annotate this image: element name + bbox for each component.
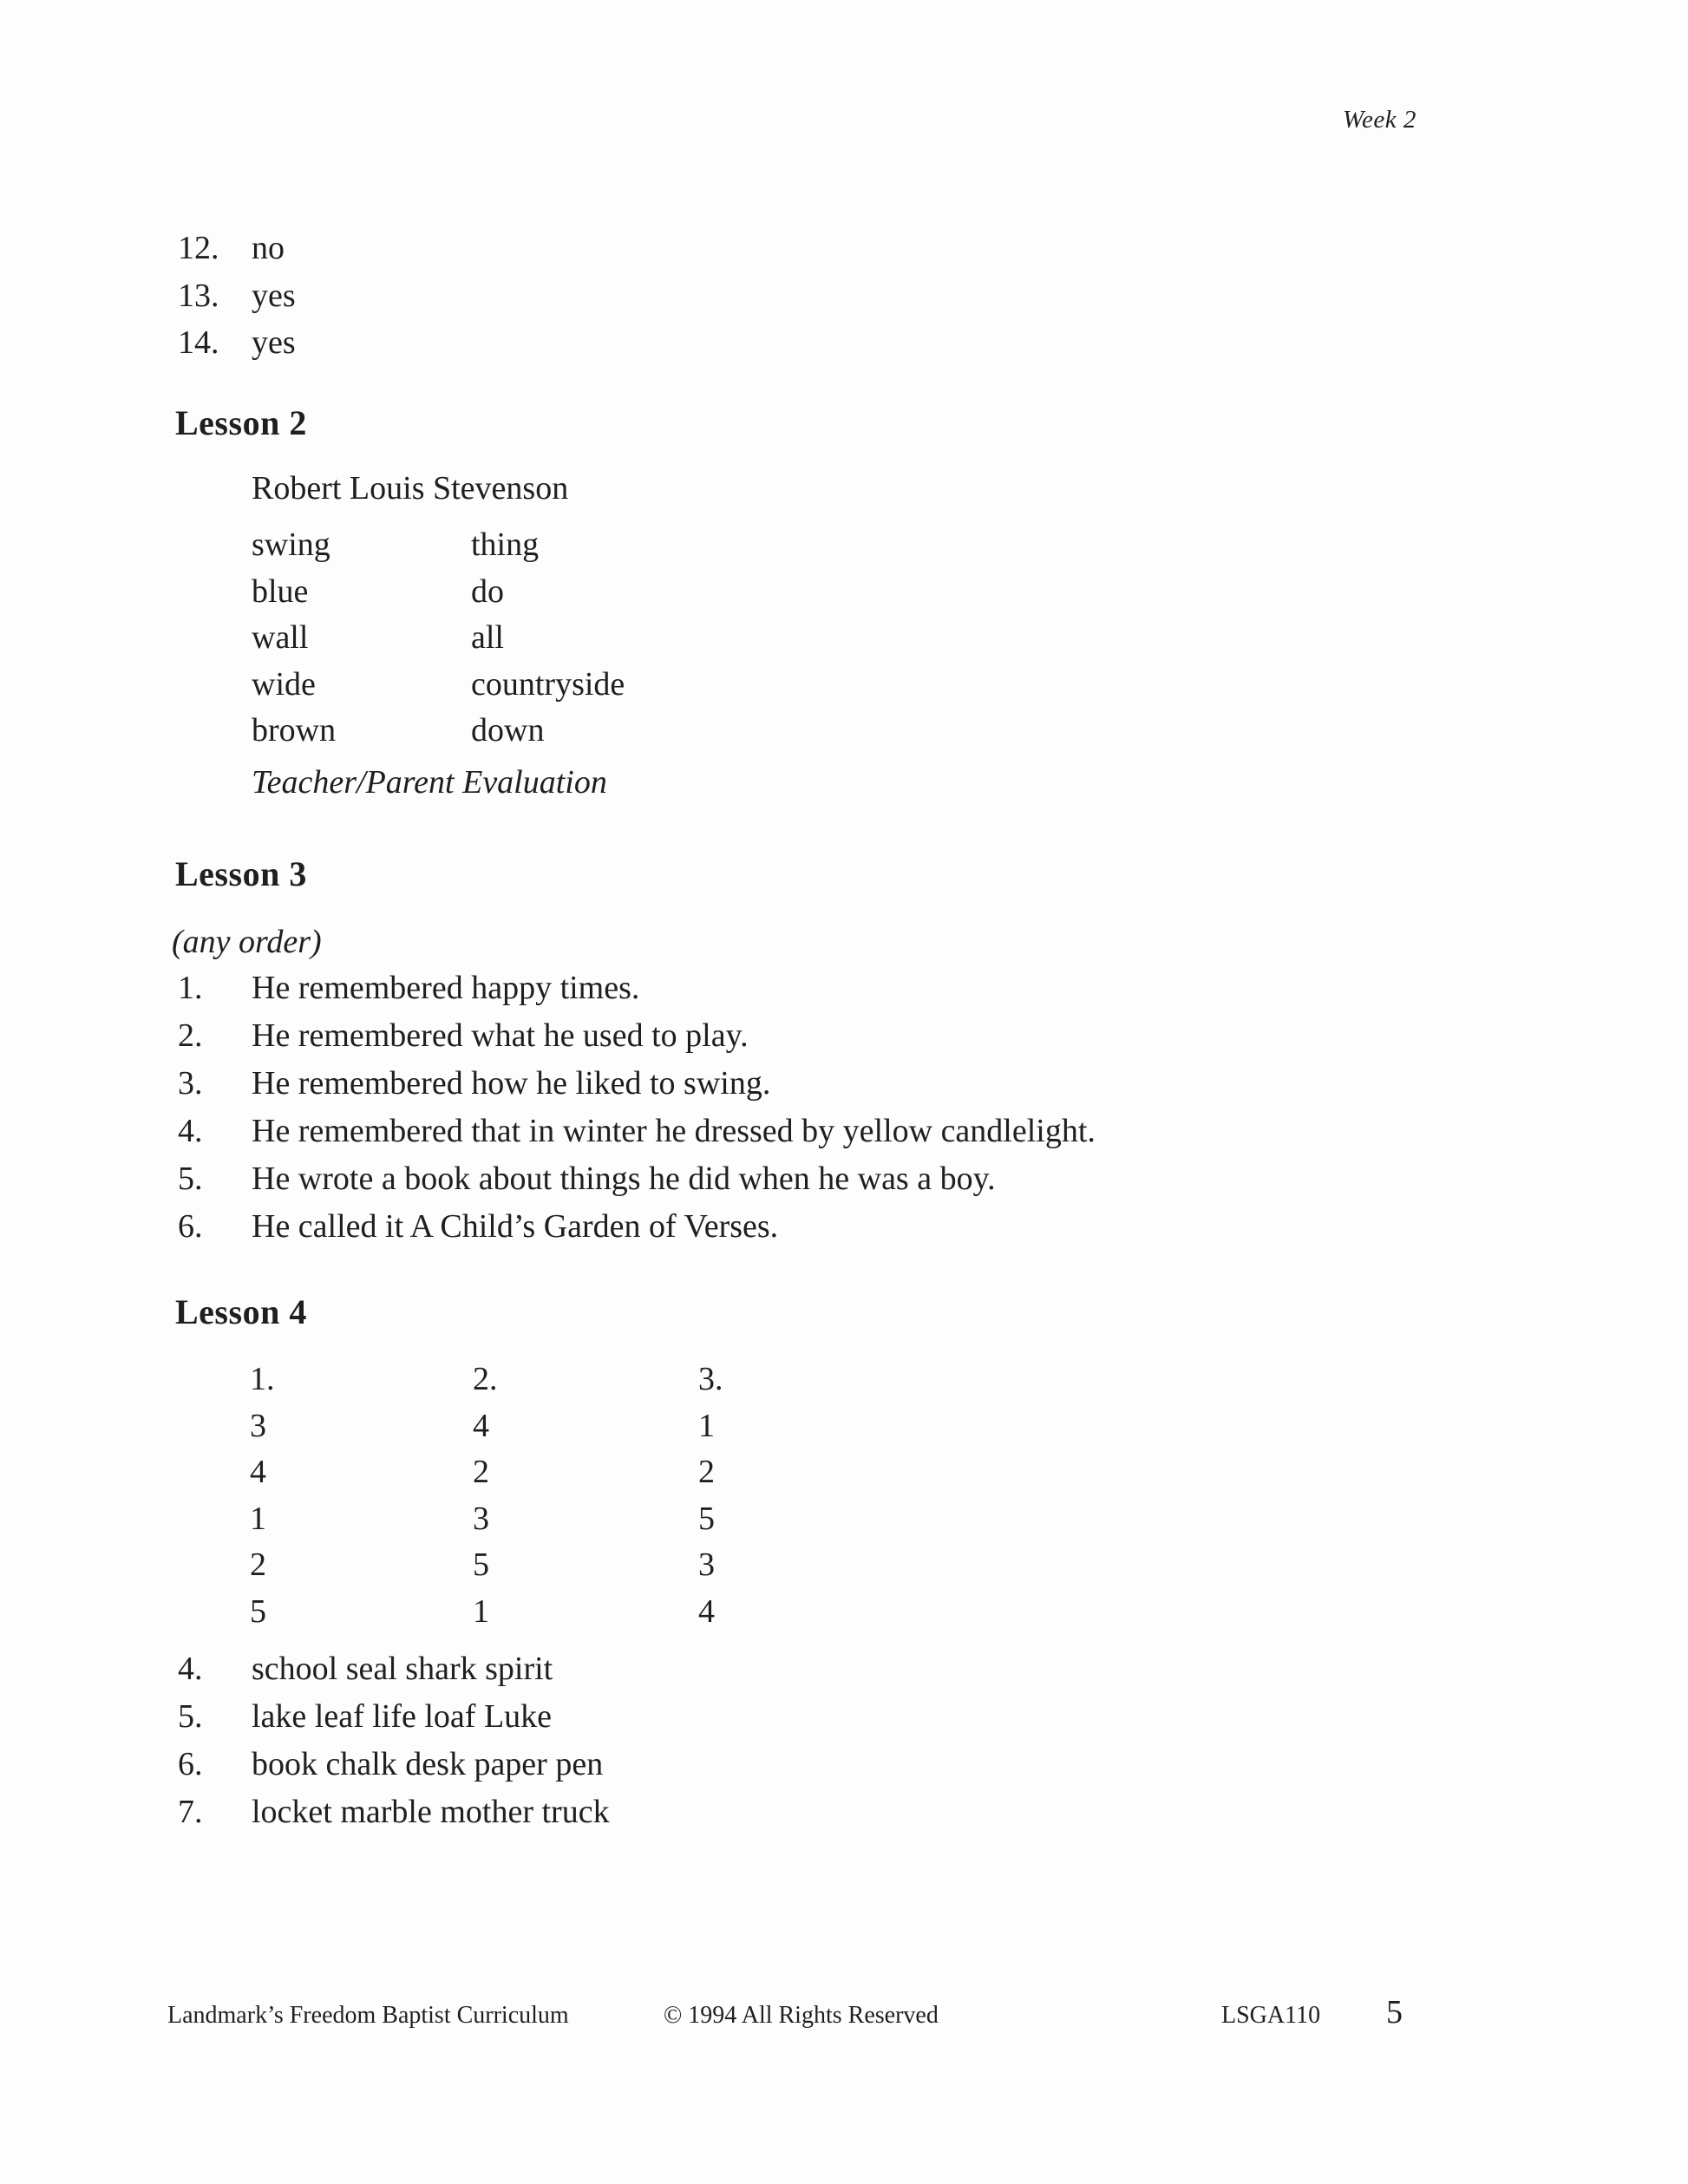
list-item [178, 1060, 1096, 1108]
word-right: down [471, 712, 545, 749]
grid-row [250, 1449, 802, 1496]
grid-cell: 2 [473, 1454, 489, 1491]
list-item [178, 1012, 1096, 1060]
item-number: 4. [178, 1113, 203, 1149]
item-number: 5. [178, 1161, 203, 1197]
word-right: all [471, 619, 504, 657]
grid-cell: 3 [250, 1407, 266, 1444]
list-item [178, 1693, 610, 1741]
item-text: school seal shark spirit [252, 1651, 553, 1687]
lesson4-heading: Lesson 4 [175, 1292, 307, 1331]
list-item [178, 319, 296, 367]
word-left: blue [252, 572, 309, 610]
item-number: 1. [178, 970, 203, 1006]
grid-cell: 4 [698, 1592, 715, 1630]
word-right: thing [471, 526, 540, 563]
lesson2-word-pairs [252, 522, 625, 755]
word-right: do [471, 572, 504, 610]
item-text: He remembered that in winter he dressed by yellow candlelight. [252, 1113, 1096, 1149]
lesson2-heading: Lesson 2 [175, 403, 307, 442]
grid-cell: 4 [473, 1407, 489, 1444]
list-item [178, 1108, 1096, 1155]
item-text: locket marble mother truck [252, 1794, 610, 1830]
grid-cell: 1 [250, 1500, 266, 1537]
word-pair-row [252, 569, 625, 616]
item-text: He wrote a book about things he did when he was a boy. [252, 1161, 996, 1197]
word-left: wall [252, 619, 309, 657]
list-item [178, 272, 296, 320]
grid-cell: 1 [473, 1592, 489, 1630]
teacher-parent-evaluation: Teacher/Parent Evaluation [252, 764, 607, 801]
item-number: 3. [178, 1065, 203, 1102]
week-label: Week 2 [1343, 106, 1416, 134]
item-number: 12. [178, 230, 219, 266]
item-number: 4. [178, 1651, 203, 1687]
item-text: He called it A Child’s Garden of Verses. [252, 1208, 779, 1245]
item-number: 2. [178, 1017, 203, 1054]
grid-cell: 5 [250, 1592, 266, 1630]
list-item [178, 1788, 610, 1836]
grid-cell: 2 [698, 1454, 715, 1491]
word-pair-row [252, 708, 625, 755]
grid-cell: 3 [473, 1500, 489, 1537]
item-number: 7. [178, 1794, 203, 1830]
footer-publisher: Landmark’s Freedom Baptist Curriculum [167, 2002, 569, 2029]
item-text: lake leaf life loaf Luke [252, 1698, 553, 1735]
item-answer: no [252, 230, 285, 266]
grid-row [250, 1589, 802, 1636]
grid-cell: 1 [698, 1407, 715, 1444]
item-number: 6. [178, 1746, 203, 1782]
word-pair-row [252, 522, 625, 569]
word-left: brown [252, 712, 337, 749]
page-number: 5 [1386, 1994, 1403, 2030]
item-number: 6. [178, 1208, 203, 1245]
list-item [178, 1741, 610, 1788]
grid-row [250, 1403, 802, 1450]
grid-cell: 4 [250, 1454, 266, 1491]
grid-col-header: 2. [473, 1361, 498, 1397]
item-number: 5. [178, 1698, 203, 1735]
lesson3-heading: Lesson 3 [175, 854, 307, 893]
list-item [178, 1645, 610, 1693]
grid-col-header: 3. [698, 1361, 723, 1397]
grid-row [250, 1496, 802, 1543]
item-number: 13. [178, 277, 219, 314]
list-item [178, 1155, 1096, 1203]
item-text: book chalk desk paper pen [252, 1746, 604, 1782]
grid-row [250, 1542, 802, 1589]
footer-copyright: © 1994 All Rights Reserved [664, 2002, 939, 2029]
word-pair-row [252, 662, 625, 709]
poet-name: Robert Louis Stevenson [252, 470, 569, 507]
grid-col-header: 1. [250, 1361, 275, 1397]
grid-cell: 2 [250, 1546, 266, 1584]
item-number: 14. [178, 324, 219, 361]
lesson4-word-list [178, 1645, 610, 1836]
footer-course-code: LSGA110 [1221, 2002, 1321, 2029]
list-item [178, 225, 296, 272]
list-item [178, 1203, 1096, 1251]
word-left: wide [252, 665, 316, 703]
lesson3-list [178, 964, 1096, 1251]
item-text: He remembered happy times. [252, 970, 640, 1006]
lesson4-number-grid [250, 1357, 802, 1636]
grid-cell: 3 [698, 1546, 715, 1584]
item-answer: yes [252, 277, 296, 314]
grid-cell: 5 [698, 1500, 715, 1537]
word-right: countryside [471, 665, 625, 703]
word-pair-row [252, 615, 625, 662]
any-order-note: (any order) [172, 924, 322, 960]
item-answer: yes [252, 324, 296, 361]
grid-header-row [250, 1357, 802, 1403]
grid-cell: 5 [473, 1546, 489, 1584]
list-item [178, 964, 1096, 1012]
item-text: He remembered how he liked to swing. [252, 1065, 771, 1102]
word-left: swing [252, 526, 330, 563]
top-answer-list [178, 225, 296, 367]
item-text: He remembered what he used to play. [252, 1017, 749, 1054]
